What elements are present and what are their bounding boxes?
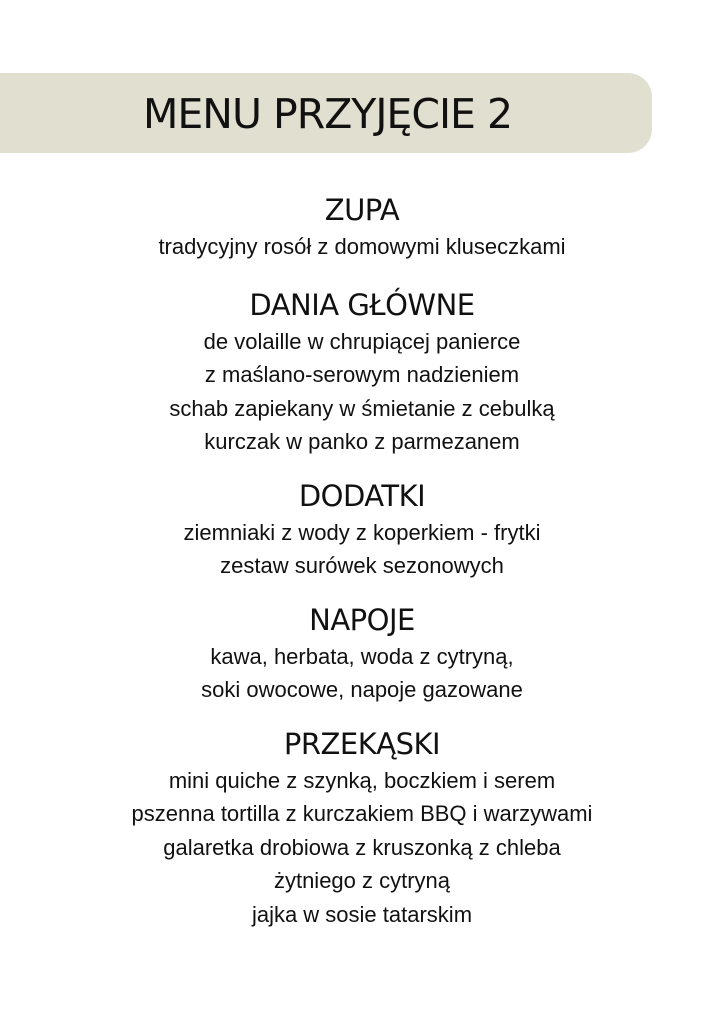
menu-item: soki owocowe, napoje gazowane xyxy=(201,677,523,702)
menu-item: de volaille w chrupiącej panierce xyxy=(203,328,521,354)
menu-item: ziemniaki z wody z koperkiem - frytki xyxy=(183,519,541,545)
section-title: NAPOJE xyxy=(309,602,415,637)
menu-item: schab zapiekany w śmietanie z cebulką xyxy=(169,395,555,421)
menu-item: pszenna tortilla z kurczakiem BBQ i warzywami xyxy=(131,801,593,826)
menu-section-napoje xyxy=(0,600,724,707)
menu-item: kurczak w panko z parmezanem xyxy=(204,429,520,454)
page-title: MENU PRZYJĘCIE 2 xyxy=(143,90,513,138)
menu-item: żytniego z cytryną xyxy=(273,868,451,893)
menu-item: tradycyjny rosół z domowymi kluseczkami xyxy=(158,234,566,259)
menu-item: z maślano-serowym nadzieniem xyxy=(204,362,520,387)
menu-section-zupa xyxy=(0,190,724,264)
menu-item: zestaw surówek sezonowych xyxy=(220,553,504,578)
section-title: DANIA GŁÓWNE xyxy=(249,287,475,322)
menu-item: jajka w sosie tatarskim xyxy=(251,901,473,927)
menu-list xyxy=(0,190,724,948)
menu-section-przekaski xyxy=(0,724,724,932)
menu-item: galaretka drobiowa z kruszonką z chleba xyxy=(163,834,561,860)
menu-item: kawa, herbata, woda z cytryną, xyxy=(210,643,514,669)
menu-section-dania-glowne xyxy=(0,285,724,459)
section-title: DODATKI xyxy=(298,478,426,513)
section-title: ZUPA xyxy=(324,193,400,227)
section-title: PRZEKĄSKI xyxy=(283,726,441,761)
menu-item: mini quiche z szynką, boczkiem i serem xyxy=(168,767,556,793)
menu-section-dodatki xyxy=(0,476,724,583)
